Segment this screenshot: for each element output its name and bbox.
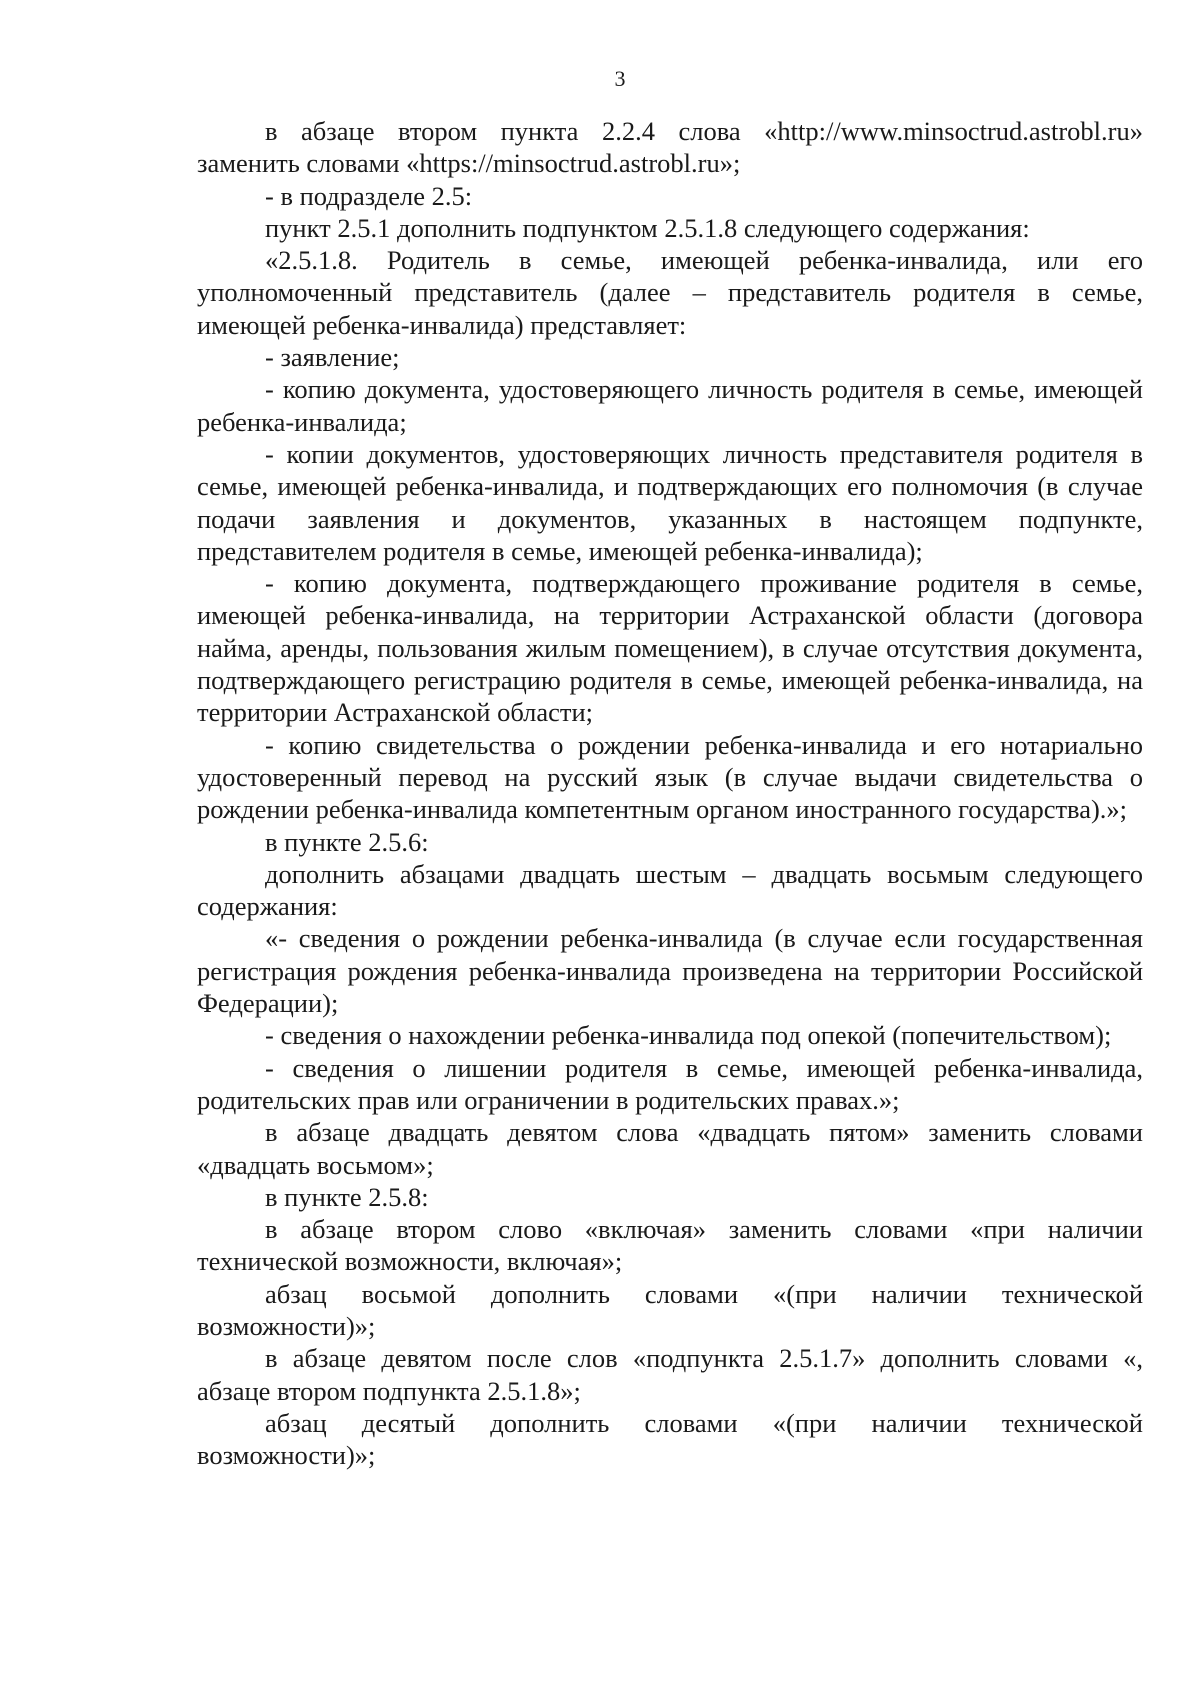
paragraph: дополнить абзацами двадцать шестым – двадцать восьмым следующего содержания: [197, 858, 1143, 922]
paragraph: в абзаце девятом после слов «подпункта 2.5.1.7» дополнить словами «, абзаце втором подпункта 2.5.1.8»; [197, 1343, 1143, 1406]
paragraph: - копии документов, удостоверяющих личность представителя родителя в семье, имеющей ребенка-инвалида, и подтверждающих его полномочия (в случае подачи заявления и документов, указанных в настоящем подпункте, представителем родителя в семье, имеющей ребенка-инвалида); [197, 438, 1143, 566]
paragraph: пункт 2.5.1 дополнить подпунктом 2.5.1.8 следующего содержания: [265, 212, 1030, 243]
paragraph: «2.5.1.8. Родитель в семье, имеющей ребенка-инвалида, или его уполномоченный представитель (далее – представитель родителя в семье, имеющей ребенка-инвалида) представляет: [197, 245, 1143, 340]
paragraph: в абзаце втором слово «включая» заменить словами «при наличии технической возможности, включая»; [197, 1214, 1143, 1277]
paragraph: в абзаце втором пункта 2.2.4 слова «http://www.minsoctrud.astrobl.ru» заменить словами «https://minsoctrud.astrobl.ru»; [197, 116, 1143, 179]
paragraph: - копию документа, подтверждающего проживание родителя в семье, имеющей ребенка-инвалида, на территории Астраханской области (договора найма, аренды, пользования жилым помещением), в случае отсутствия документа, подтверждающего регистрацию родителя в семье, имеющей ребенка-инвалида, на территории Астраханской области; [197, 568, 1143, 728]
page-number: 3 [614, 66, 626, 91]
paragraph: - в подразделе 2.5: [265, 180, 473, 211]
paragraph: - сведения о нахождении ребенка-инвалида под опекой (попечительством); [265, 1020, 1112, 1051]
paragraph: абзац восьмой дополнить словами «(при наличии технической возможности)»; [197, 1278, 1143, 1341]
paragraph: в абзаце двадцать девятом слова «двадцать пятом» заменить словами «двадцать восьмом»; [197, 1117, 1143, 1180]
document-body [197, 115, 1143, 1471]
paragraph: «- сведения о рождении ребенка-инвалида (в случае если государственная регистрация рождения ребенка-инвалида произведена на территории Российской Федерации); [197, 923, 1143, 1019]
paragraph: - сведения о лишении родителя в семье, имеющей ребенка-инвалида, родительских прав или ограничении в родительских правах.»; [197, 1052, 1143, 1115]
paragraph: в пункте 2.5.8: [265, 1181, 429, 1212]
paragraph: - заявление; [265, 342, 400, 373]
paragraph: в пункте 2.5.6: [265, 826, 429, 857]
paragraph: - копию свидетельства о рождении ребенка-инвалида и его нотариально удостоверенный перевод на русский язык (в случае выдачи свидетельства о рождении ребенка-инвалида компетентным органом иностранного государства).»; [197, 729, 1143, 825]
paragraph: - копию документа, удостоверяющего личность родителя в семье, имеющей ребенка-инвалида; [197, 374, 1143, 437]
paragraph: абзац десятый дополнить словами «(при наличии технической возможности)»; [197, 1407, 1143, 1471]
